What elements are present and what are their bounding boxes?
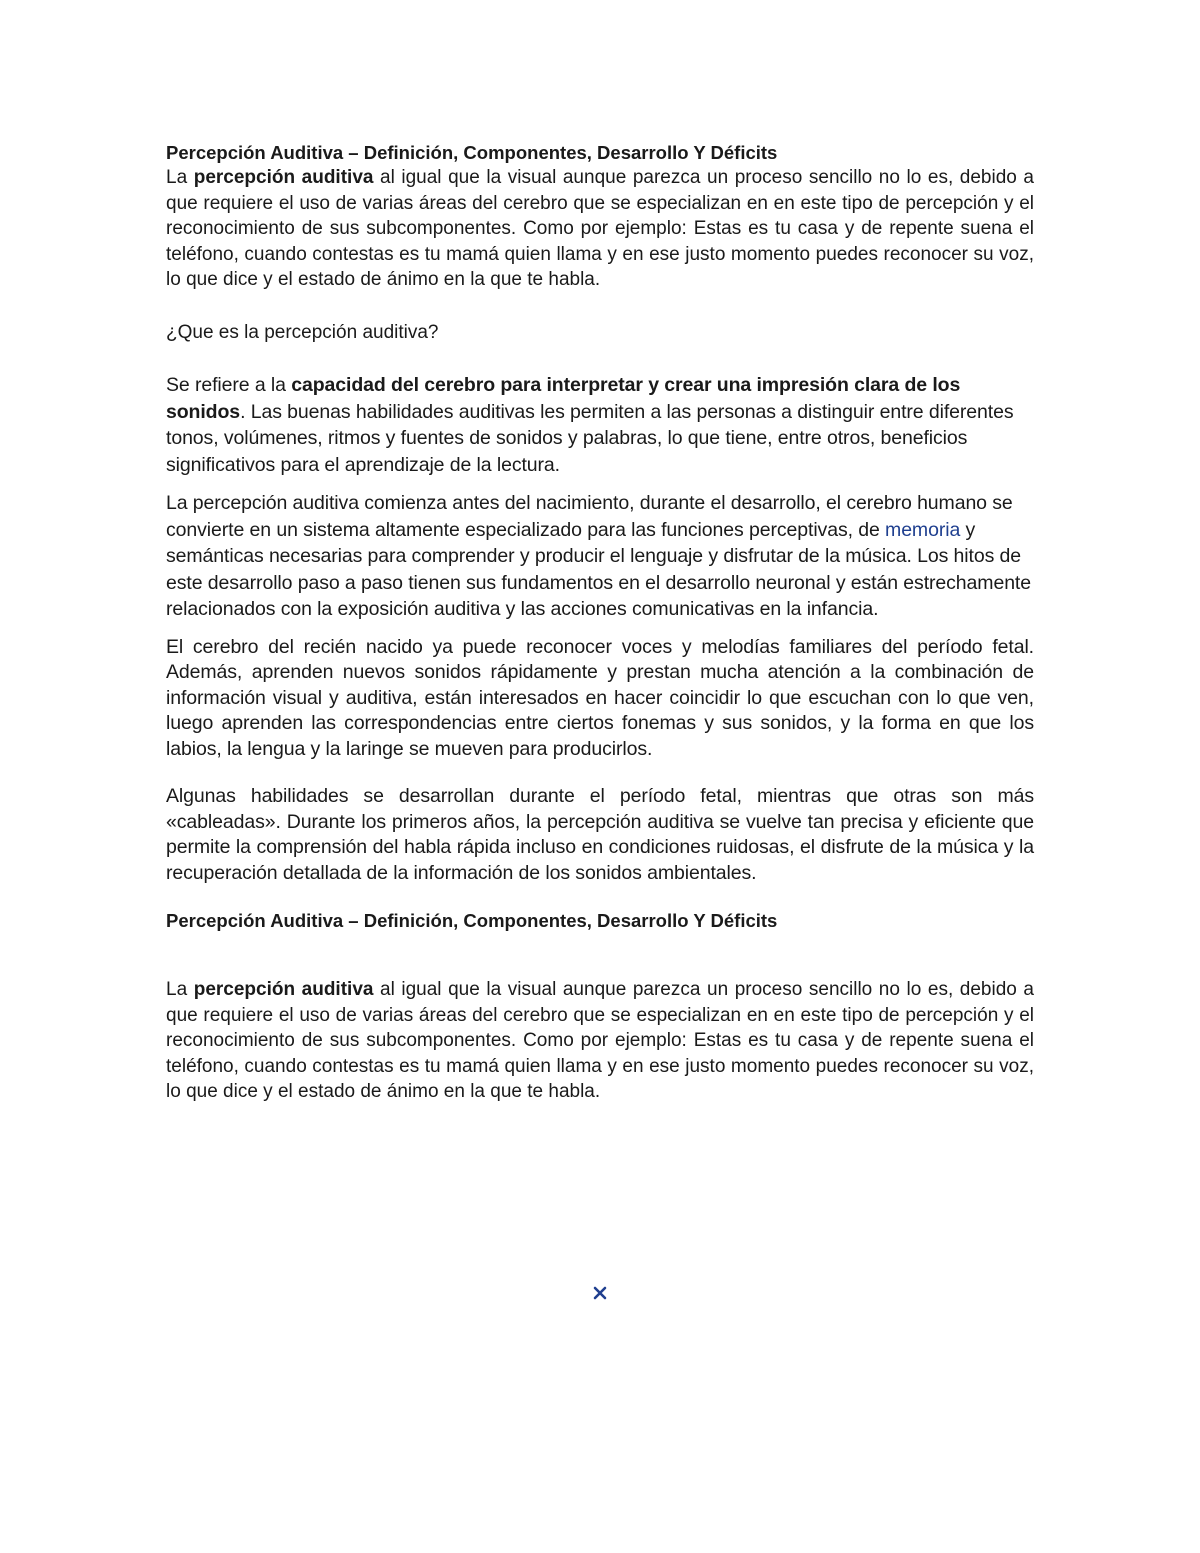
document-page xyxy=(166,140,1034,1105)
section2-intro-bold: percepción auditiva xyxy=(193,979,374,1000)
close-x-icon xyxy=(591,1284,609,1302)
section1-intro-bold: percepción auditiva xyxy=(193,167,374,188)
development-pre: La percepción auditiva comienza antes del nacimiento, durante el desarrollo, el cerebro humano se convierte en un sistema altamente especializado para las funciones perceptivas, de xyxy=(166,492,1013,541)
section1-title: Percepción Auditiva – Definición, Componentes, Desarrollo Y Déficits xyxy=(166,142,778,163)
section1-intro-pre: La xyxy=(166,167,194,188)
section2-intro-pre: La xyxy=(166,979,194,1000)
definition-post: . Las buenas habilidades auditivas les permiten a las personas a distinguir entre diferentes tonos, volúmenes, ritmos y fuentes de sonidos y palabras, lo que tiene, entre otros, beneficios significativos para el aprendizaje de la lectura. xyxy=(166,400,1014,476)
development-post: y semánticas necesarias para comprender y producir el lenguaje y disfrutar de la música. Los hitos de este desarrollo paso a paso tienen sus fundamentos en el desarrollo neuronal y están estrechamente relacionados con la exposición auditiva y las acciones comunicativas en la infancia. xyxy=(166,518,1031,620)
newborn-paragraph: El cerebro del recién nacido ya puede reconocer voces y melodías familiares del período fetal. Además, aprenden nuevos sonidos rápidamente y prestan mucha atención a la combinación de información visual y auditiva, están interesados en hacer coincidir lo que escuchan con lo que ven, luego aprenden las correspondencias entre ciertos fonemas y sus sonidos, y la forma en que los labios, la lengua y la laringe se mueven para producirlos. xyxy=(166,635,1034,760)
development-paragraph xyxy=(166,490,1034,623)
section2-title: Percepción Auditiva – Definición, Componentes, Desarrollo Y Déficits xyxy=(166,910,778,931)
memoria-link[interactable]: memoria xyxy=(885,518,961,541)
skills-paragraph: Algunas habilidades se desarrollan durante el período fetal, mientras que otras son más «cableadas». Durante los primeros años, la percepción auditiva se vuelve tan precisa y eficiente que permite la comprensión del habla rápida incluso en condiciones ruidosas, el disfrute de la música y la recuperación detallada de la información de los sonidos ambientales. xyxy=(166,785,1034,884)
section2-intro-post: al igual que la visual aunque parezca un proceso sencillo no lo es, debido a que requiere el uso de varias áreas del cerebro que se especializan en en este tipo de percepción y el reconocimiento de sus subcomponentes. Como por ejemplo: Estas es tu casa y de repente suena el teléfono, cuando contestas es tu mamá quien llama y en ese justo momento puedes reconocer su voz, lo que dice y el estado de ánimo en la que te habla. xyxy=(166,979,1034,1102)
section2-intro xyxy=(166,977,1034,1105)
section1-intro-post: al igual que la visual aunque parezca un proceso sencillo no lo es, debido a que requiere el uso de varias áreas del cerebro que se especializan en en este tipo de percepción y el reconocimiento de sus subcomponentes. Como por ejemplo: Estas es tu casa y de repente suena el teléfono, cuando contestas es tu mamá quien llama y en ese justo momento puedes reconocer su voz, lo que dice y el estado de ánimo en la que te habla. xyxy=(166,167,1034,290)
definition-paragraph xyxy=(166,372,1034,478)
section1-intro xyxy=(166,165,1034,293)
definition-bold: capacidad del cerebro para interpretar y crear una impresión clara de los sonidos xyxy=(166,374,961,423)
definition-pre: Se refiere a la xyxy=(166,374,292,396)
question-heading: ¿Que es la percepción auditiva? xyxy=(166,321,439,343)
